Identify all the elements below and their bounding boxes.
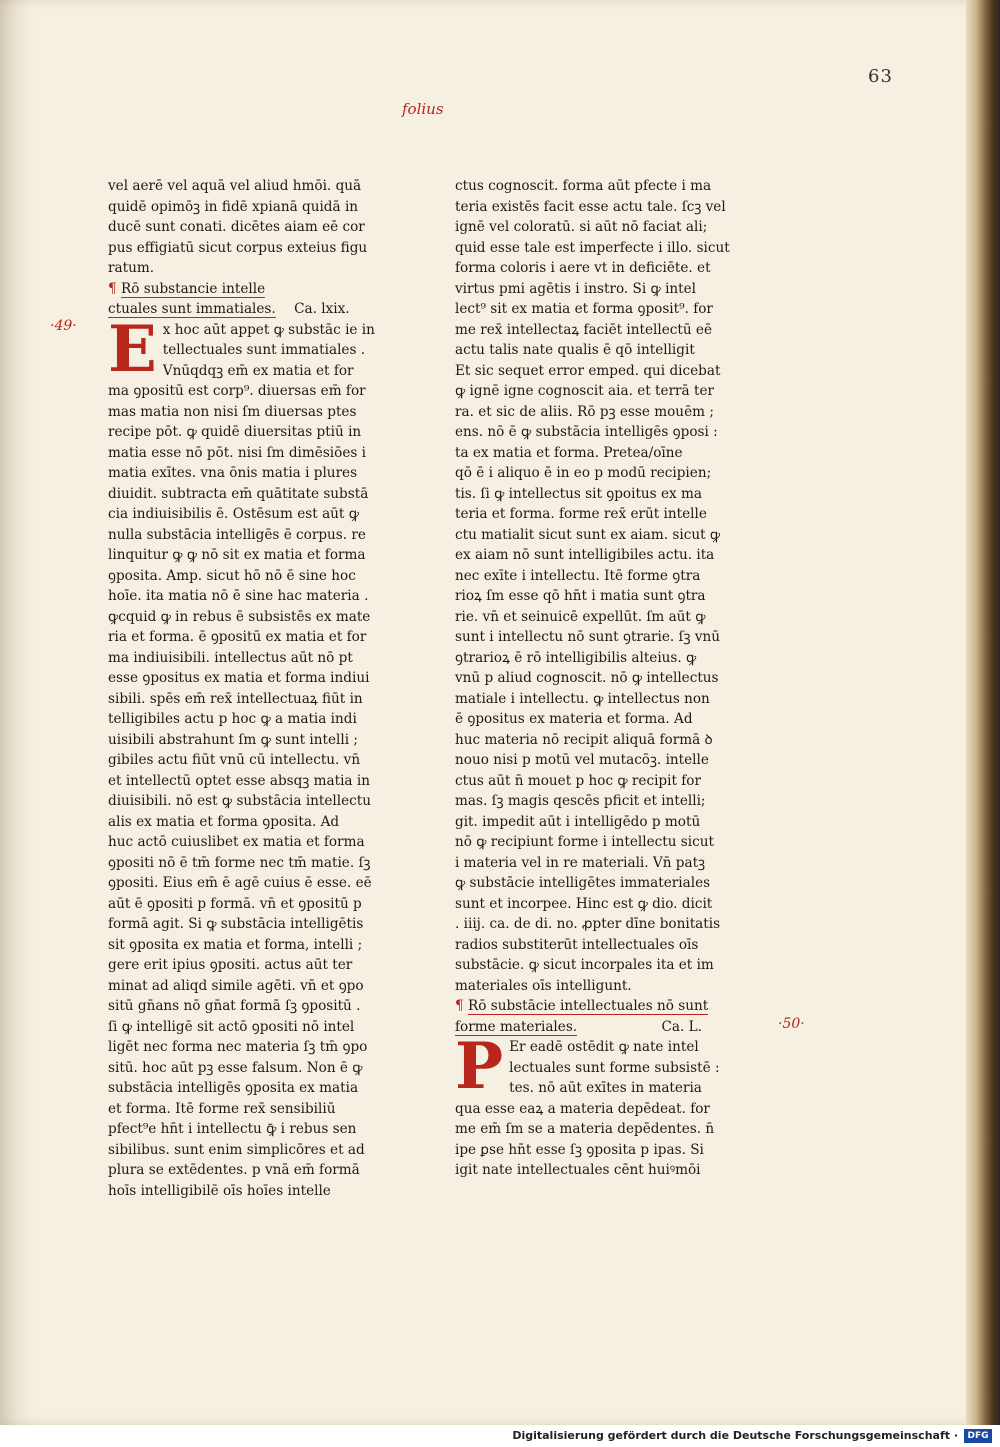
text-line: igit nate intellectuales cēnt huiꝰmōi (455, 1162, 701, 1178)
chapter-heading-right-2: forme materiales. Ca. L. (455, 1018, 702, 1035)
chapter-heading-left-2: ctuales sunt immatiales. Ca. lxix. (108, 301, 350, 317)
text-line: ignē vel coloratū. si aūt nō faciat ali; (455, 219, 708, 235)
right-initial-block (455, 1029, 747, 1181)
text-line: qua esse eaꝝ a materia depēdeat. for (455, 1100, 710, 1117)
text-line: ctu matialit sicut sunt ex aiam. sicut ꝙ (455, 526, 721, 543)
text-line: ꝙ substācie intelligētes immateriales (455, 875, 711, 891)
text-line: sunt i intellectu nō sunt ꝯtrarie. ſꝫ vnū (455, 629, 721, 645)
initial-letter-e: E (108, 311, 157, 387)
text-line: alis ex matia et forma ꝯposita. Ad (108, 813, 340, 830)
text-line: et intellectū optet esse absqꝫ matia in (108, 772, 370, 789)
text-line: ria et forma. ē ꝯpositū ex matia et for (108, 629, 367, 645)
text-line: virtus pmi agētis i instro. Si ꝙ intel (455, 280, 697, 297)
text-line: me em̄ ſm se a materia depēdentes. n̄ (455, 1121, 715, 1137)
text-line: ctus aūt n̄ mouet p hoc ꝙ recipit for (455, 772, 701, 789)
text-line: lect⁹ sit ex matia et forma ꝯposit⁹. for (455, 301, 713, 317)
text-line: i materia vel in re materiali. Vn̄ patꝫ (455, 854, 706, 871)
text-line: sitū. hoc aūt pꝫ esse falsum. Non ē ꝙ (108, 1059, 363, 1076)
chapter-number-right: Ca. L. (661, 1018, 702, 1035)
text-line: formā agit. Si ꝙ substācia intelligētis (108, 916, 364, 932)
text-line: vel aerē vel aquā vel aliud hmōi. quā (108, 178, 362, 194)
text-line: vnū p aliud cognoscit. nō ꝙ intellectus (455, 670, 719, 686)
text-line: rioꝝ ſm esse qō hn̄t i matia sunt ꝯtra (455, 588, 706, 604)
text-line: teria existēs facit esse actu tale. ſcꝫ vel (455, 198, 726, 215)
text-line: cia indiuisibilis ē. Ostēsum est aūt ꝙ (108, 506, 359, 522)
text-line: quid esse tale est imperfecte i illo. sicut (455, 239, 730, 256)
running-head: folius (402, 100, 444, 118)
text-line: ta ex matia et forma. Pretea/oīne (455, 444, 683, 461)
footer-credit: Digitalisierung gefördert durch die Deutsche Forschungsgemeinschaft · (512, 1429, 958, 1442)
text-line: ens. nō ē ꝙ substācia intelligēs ꝯposi : (455, 424, 718, 440)
text-line: aūt ē ꝯpositi p formā. vn̄ et ꝯpositū p (108, 895, 362, 912)
text-line: gere erit ipius ꝯpositi. actus aūt ter (108, 957, 353, 973)
text-line: forma coloris i aere vt in deficiēte. et (455, 260, 711, 276)
text-line: ꝯpositi nō ē tm̄ forme nec tm̄ matie. ſꝫ (108, 854, 371, 871)
text-line: sibilibus. sunt enim simplicōres et ad (108, 1141, 365, 1158)
text-line: ipe ꝑse hn̄t esse ſꝫ ꝯposita p ipas. Si (455, 1141, 704, 1158)
text-line: quidē opimōꝫ in fidē xpianā quidā in (108, 198, 359, 215)
text-line: substācia intelligēs ꝯposita ex matia (108, 1080, 359, 1096)
text-line: sit ꝯposita ex matia et forma, intelli ; (108, 936, 363, 953)
text-line: ꝯtrarioꝝ ē rō intelligibilis alteius. ꝙ (455, 649, 697, 666)
margin-note-right: ·50· (778, 1016, 805, 1032)
text-line: substācie. ꝙ sicut incorpales ita et im (455, 957, 714, 973)
text-line: me rex̄ intellectaꝝ faciēt intellectū eē (455, 321, 713, 338)
text-line: nouo nisi p motū vel mutacōꝫ. intelle (455, 752, 709, 768)
text-line: sunt et incorpee. Hinc est ꝙ dio. dicit (455, 895, 713, 912)
text-line: huc actō cuiuslibet ex matia et forma (108, 834, 365, 850)
chapter-heading-left-1: ¶ Rō substancie intelle (108, 280, 266, 297)
text-line: nec exīte i intellectu. Itē forme ꝯtra (455, 567, 701, 584)
left-body-lines (108, 381, 398, 1201)
text-line: matiale i intellectu. ꝙ intellectus non (455, 690, 710, 707)
text-line: git. impedit aūt i intelligēdo p motū (455, 813, 701, 830)
text-line: ma ꝯpositū est corp⁹. diuersas em̄ for (108, 383, 366, 399)
text-line: ra. et sic de aliis. Rō pꝫ esse mouēm ; (455, 403, 714, 420)
left-initial-block (108, 311, 398, 387)
text-line: tis. ſi ꝙ intellectus sit ꝯpoitus ex ma (455, 485, 702, 502)
chapter-heading-right-1: ¶ Rō substācie intellectuales nō sunt (455, 998, 709, 1014)
text-line: ē ꝯpositus ex materia et forma. Ad (455, 711, 693, 727)
text-line: matia esse nō pōt. nisi ſm dimēsiōes i (108, 444, 367, 461)
text-line: nō ꝙ recipiunt forme i intellectu sicut (455, 834, 714, 850)
text-line: nulla substācia intelligēs ē corpus. re (108, 526, 366, 543)
text-line: plura se extēdentes. p vnā em̄ formā (108, 1162, 360, 1178)
text-line: pus effigiatū sicut corpus exteius figu (108, 239, 368, 256)
text-line: sitū gn̄ans nō gn̄at formā ſꝫ ꝯpositū . (108, 998, 361, 1014)
text-line: matia exītes. vna ōnis matia i plures (108, 465, 358, 481)
text-line: radios substiterūt intellectuales oīs (455, 936, 699, 953)
text-line: Vnūqdqꝫ em̄ ex matia et for (162, 362, 354, 379)
right-column (455, 176, 747, 1181)
text-line: ligēt nec forma nec materia ſꝫ tm̄ ꝯpo (108, 1039, 368, 1055)
text-line: x hoc aūt appet ꝙ substāc ie in (162, 321, 375, 338)
text-line: ꝯpositi. Eius em̄ ē agē cuius ē esse. eē (108, 875, 372, 891)
initial-letter-p: P (455, 1029, 504, 1104)
text-line: esse ꝯpositus ex matia et forma indiui (108, 670, 370, 686)
text-line: diuidit. subtracta em̄ quātitate substā (108, 485, 369, 502)
dfg-logo: DFG (964, 1429, 992, 1443)
footer-bar (0, 1425, 1000, 1447)
left-column (108, 176, 398, 1201)
text-line: ma indiuisibili. intellectus aūt nō pt (108, 649, 353, 666)
text-line: mas matia non nisi ſm diuersas ptes (108, 403, 357, 420)
folio-number: 63 (868, 66, 893, 87)
text-line: ducē sunt conati. dicētes aiam eē cor (108, 219, 365, 235)
text-line: . iiij. ca. de di. no. ꝓpter dīne bonitatis (455, 916, 721, 932)
text-line: materiales oīs intelligunt. (455, 977, 632, 994)
text-line: huc materia nō recipit aliquā formā ꝺ (455, 731, 713, 748)
text-line: mas. ſꝫ magis qescēs pficit et intelli; (455, 793, 706, 809)
left-top-lines (108, 176, 398, 279)
text-line: hoīe. ita matia nō ē sine hac materia . (108, 588, 369, 604)
text-line: ctus cognoscit. forma aūt pfecte i ma (455, 178, 712, 194)
right-top-lines (455, 176, 747, 996)
text-line: ratum. (108, 260, 155, 276)
text-line: Et sic sequet error emped. qui dicebat (455, 362, 721, 379)
text-line: et forma. Itē forme rex̄ sensibiliū (108, 1100, 336, 1117)
text-line: hoīs intelligibilē oīs hoīes intelle (108, 1182, 331, 1199)
text-line: pfect⁹e hn̄t i intellectu ꝙ̄ i rebus sen (108, 1121, 357, 1137)
text-line: uisibili abstrahunt ſm ꝙ sunt intelli ; (108, 731, 358, 748)
text-line: tes. nō aūt exītes in materia (509, 1080, 702, 1096)
text-line: Er eadē ostēdit ꝙ nate intel (509, 1039, 699, 1055)
text-line: ꝯposita. Amp. sicut hō nō ē sine hoc (108, 567, 356, 584)
text-line: lectuales sunt forme subsistē : (509, 1059, 720, 1076)
text-line: ſi ꝙ intelligē sit actō ꝯpositi nō intel (108, 1018, 355, 1035)
text-line: recipe pōt. ꝙ quidē diuersitas ptiū in (108, 424, 362, 440)
text-line: minat ad aliqd simile agēti. vn̄ et ꝯpo (108, 977, 364, 994)
text-line: gibiles actu fiūt vnū cū intellectu. vn̄ (108, 752, 361, 768)
text-line: linquitur ꝙ ꝙ nō sit ex matia et forma (108, 547, 366, 563)
text-line: teria et forma. forme rex̄ erūt intelle (455, 506, 707, 522)
text-line: ꝙ ignē igne cognoscit aia. et terrā ter (455, 383, 714, 399)
text-line: qō ē i aliquo ē in eo p modū recipien; (455, 465, 712, 481)
chapter-number-left: Ca. lxix. (294, 301, 350, 317)
text-line: telligibiles actu p hoc ꝙ a matia indi (108, 711, 357, 727)
text-line: diuisibili. nō est ꝙ substācia intellectu (108, 793, 372, 809)
text-line: ex aiam nō sunt intelligibiles actu. ita (455, 547, 715, 563)
text-line: rie. vn̄ et seinuicē expellūt. ſm aūt ꝙ (455, 608, 706, 625)
text-line: actu talis nate qualis ē qō intelligit (455, 342, 695, 358)
margin-note-left: ·49· (50, 318, 77, 334)
text-line: sibili. spēs em̄ rex̄ intellectuaꝝ fiūt in (108, 690, 363, 707)
page-edge (966, 0, 1000, 1425)
text-line: ꝙcquid ꝙ in rebus ē subsistēs ex mate (108, 608, 371, 625)
text-line: tellectuales sunt immatiales . (162, 342, 366, 358)
